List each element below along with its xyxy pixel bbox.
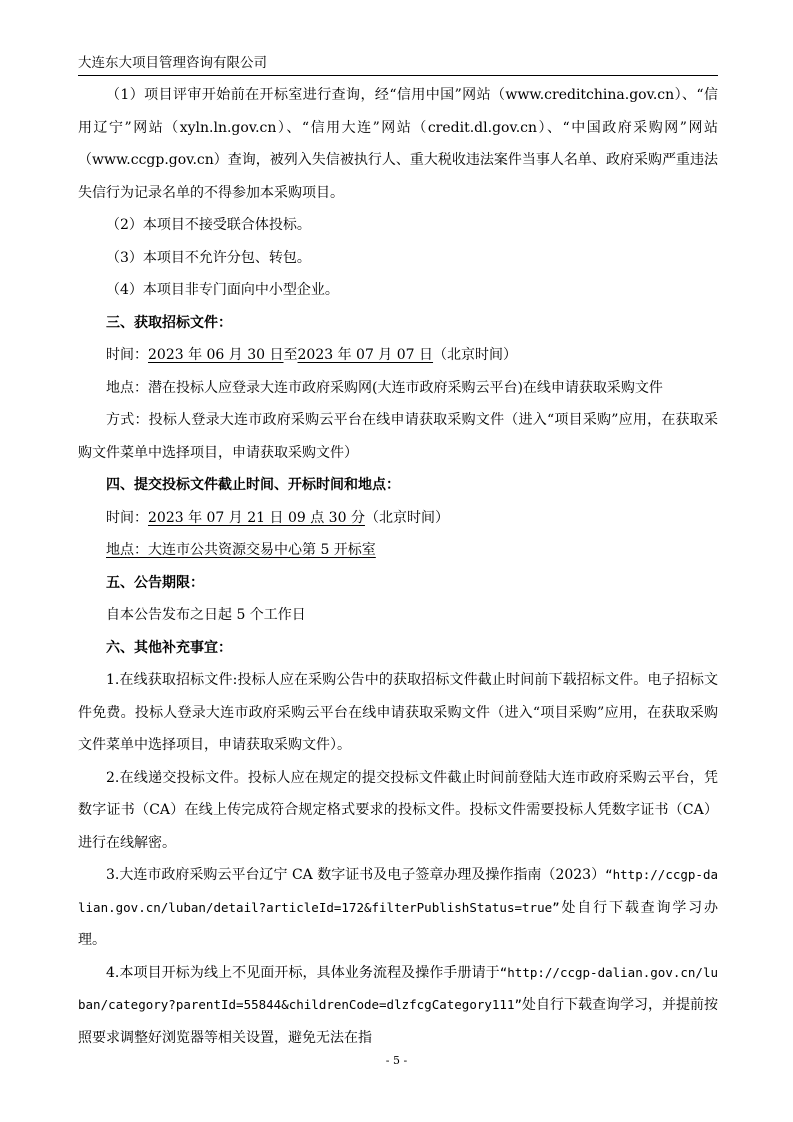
section-3-method: 方式：投标人登录大连市政府采购云平台在线申请获取采购文件（进入“项目采购”应用，在获取采购文件菜单中选择项目，申请获取采购文件） xyxy=(78,412,718,461)
section-3-place: 地点：潜在投标人应登录大连市政府采购网(大连市政府采购云平台)在线申请获取采购文件 xyxy=(106,379,663,396)
item-3-tail: 处自行下载查询学习办理。 xyxy=(78,899,718,948)
company-name: 大连东大项目管理咨询有限公司 xyxy=(78,55,267,71)
item-4-link[interactable]: “http://ccgp-dalian.gov.cn/luban/category?parentId=55844&childrenCode=dlzfcgCategory111” xyxy=(78,964,718,1012)
section-3-heading: 三、获取招标文件： xyxy=(106,314,232,331)
document-body xyxy=(78,79,718,1054)
page-footer xyxy=(0,1054,793,1068)
section-6-item-3 xyxy=(78,859,718,957)
section-6-heading: 六、其他补充事宜： xyxy=(106,639,232,656)
time-end: 2023 年 07 月 07 日 xyxy=(297,347,434,363)
item-3-text: 3.大连市政府采购云平台辽宁 CA 数字证书及电子签章办理及操作指南（2023） xyxy=(106,867,606,883)
page-number: - 5 - xyxy=(385,1054,408,1067)
time-note: （北京时间） xyxy=(433,347,518,363)
section-5-text: 自本公告发布之日起 5 个工作日 xyxy=(106,607,306,623)
section-4-heading: 四、提交投标文件截止时间、开标时间和地点： xyxy=(106,477,400,493)
page-header xyxy=(78,54,718,76)
opening-place: 地点：大连市公共资源交易中心第 5 开标室 xyxy=(106,542,376,558)
section-6-item-4 xyxy=(78,957,718,1055)
time-note: （北京时间） xyxy=(364,509,449,526)
deadline-time: 2023 年 07 月 21 日 09 点 30 分 xyxy=(148,509,365,526)
section-6-item-2: 2.在线递交投标文件。投标人应在规定的提交投标文件截止时间前登陆大连市政府采购云平台，凭数字证书（CA）在线上传完成符合规定格式要求的投标文件。投标文件需要投标人凭数字证书（CA）进行在线解密。 xyxy=(78,769,718,851)
note-4: （4）本项目非专门面向中小型企业。 xyxy=(106,282,339,298)
note-1: （1）项目评审开始前在开标室进行查询，经“信用中国”网站（www.creditchina.gov.cn）、“信用辽宁”网站（xyln.ln.gov.cn）、“信用大连”网站（credit.dl.gov.cn）、“中国政府采购网”网站（www.ccgp.gov.cn）查询，被列入失信被执行人、重大税收违法案件当事人名单、政府采购严重违法失信行为记录名单的不得参加本采购项目。 xyxy=(78,87,718,201)
time-label: 时间： xyxy=(106,347,148,363)
time-label: 时间： xyxy=(106,509,148,526)
section-5-heading: 五、公告期限： xyxy=(106,574,204,591)
section-4-place xyxy=(78,534,718,567)
note-3: （3）本项目不允许分包、转包。 xyxy=(106,249,311,266)
time-to: 至 xyxy=(283,347,298,363)
time-start: 2023 年 06 月 30 日 xyxy=(148,347,284,363)
item-4-text: 4.本项目开标为线上不见面开标，具体业务流程及操作手册请于 xyxy=(106,964,500,981)
section-4-time xyxy=(78,502,718,535)
item-4-tail: 处自行下载查询学习，并提前按照要求调整好浏览器等相关设置，避免无法在指 xyxy=(78,997,719,1046)
note-2: （2）本项目不接受联合体投标。 xyxy=(106,217,311,233)
section-6-item-1: 1.在线获取招标文件:投标人应在采购公告中的获取招标文件截止时间前下载招标文件。电子招标文件免费。投标人登录大连市政府采购云平台在线申请获取采购文件（进入“项目采购”应用，在获取采购文件菜单中选择项目，申请获取采购文件）。 xyxy=(78,672,718,753)
item-3-link[interactable]: “http://ccgp-dalian.gov.cn/luban/detail?articleId=172&filterPublishStatus=true” xyxy=(78,867,718,915)
section-3-time xyxy=(78,339,718,372)
